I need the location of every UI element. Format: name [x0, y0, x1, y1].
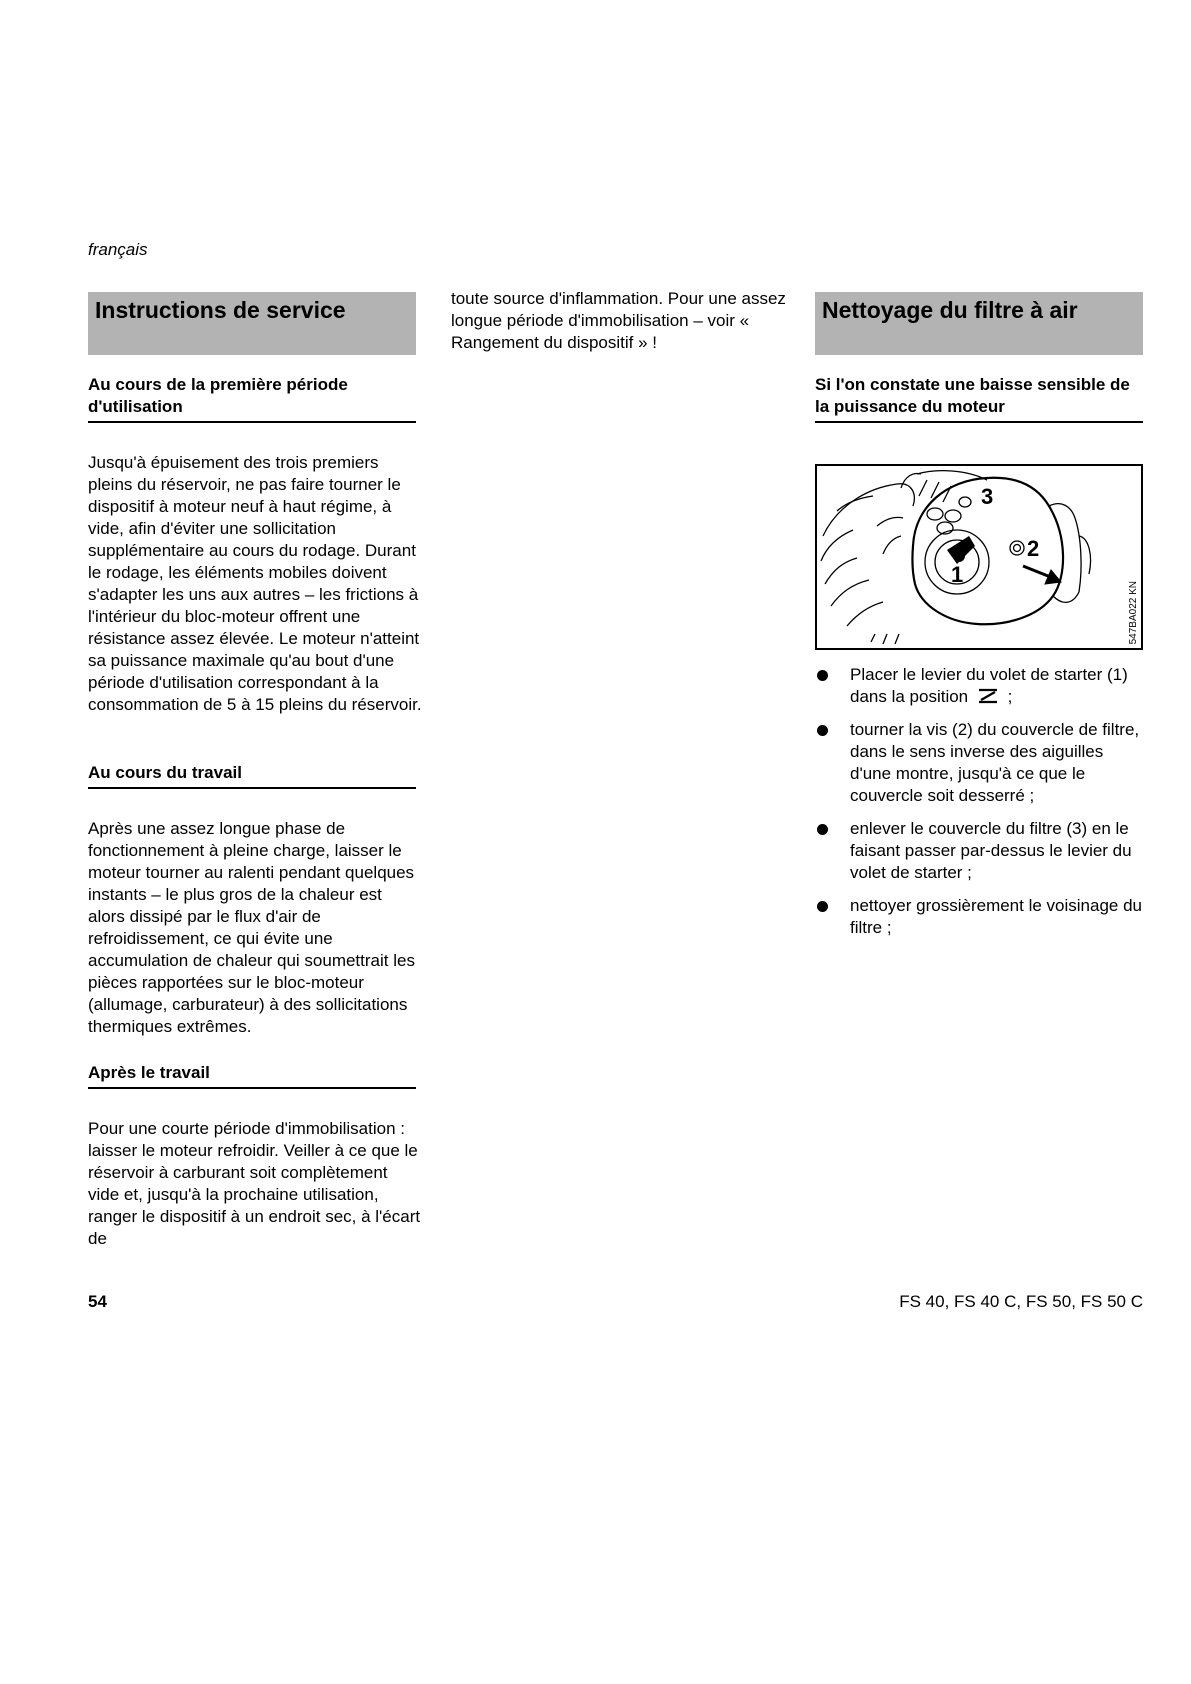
bullet-icon [817, 901, 828, 912]
list-item-suffix: ; [1007, 687, 1013, 706]
section-title-air-filter-cleaning: Nettoyage du filtre à air [815, 292, 1143, 355]
instruction-list [815, 664, 1145, 950]
figure-code: 547BA022 KN [1128, 580, 1139, 644]
paragraph-continuation: toute source d'inflammation. Pour une assez longue période d'immobilisation – voir « Rangement du dispositif » ! [451, 289, 786, 352]
label-2: 2 [1027, 536, 1040, 561]
list-item-text: tourner la vis (2) du couvercle de filtre, dans le sens inverse des aiguilles d'une montre, jusqu'à ce que le couvercle soit desserré ; [850, 720, 1140, 805]
air-filter-drawing [817, 466, 1141, 648]
bullet-icon [817, 670, 828, 681]
list-item-text: enlever le couvercle du filtre (3) en le faisant passer par-dessus le levier du volet de starter ; [850, 819, 1132, 882]
list-item-text: Placer le levier du volet de starter (1) dans la position [850, 665, 1128, 706]
page-number: 54 [88, 1292, 107, 1311]
list-item [815, 719, 1145, 807]
subheading-first-use: Au cours de la première période d'utilisation [88, 374, 416, 423]
list-item [815, 895, 1145, 939]
air-filter-illustration [815, 464, 1143, 650]
paragraph-first-use: Jusqu'à épuisement des trois premiers pleins du réservoir, ne pas faire tourner le dispositif à moteur neuf à haut régime, à vide, afin d'éviter une sollicitation supplémentaire au cours du rodage. Durant le rodage, les éléments mobiles doivent s'adapter les uns aux autres – les frictions à l'intérieur du bloc-moteur offrent une résistance assez élevée. Le moteur n'atteint sa puissance maximale qu'au bout d'une période d'utilisation correspondant à la consommation de 5 à 15 pleins du réservoir. [88, 453, 422, 714]
list-item-text: nettoyer grossièrement le voisinage du filtre ; [850, 896, 1142, 937]
choke-closed-icon [977, 688, 999, 704]
list-item [815, 818, 1145, 884]
model-list: FS 40, FS 40 C, FS 50, FS 50 C [899, 1292, 1143, 1311]
subheading-power-loss: Si l'on constate une baisse sensible de la puissance du moteur [815, 374, 1143, 423]
bullet-icon [817, 824, 828, 835]
language-label: français [88, 240, 148, 259]
subheading-after-work: Après le travail [88, 1062, 416, 1089]
bullet-icon [817, 725, 828, 736]
label-1: 1 [951, 562, 964, 587]
list-item [815, 664, 1145, 708]
paragraph-after-work: Pour une courte période d'immobilisation : laisser le moteur refroidir. Veiller à ce que le réservoir à carburant soit complètement vide et, jusqu'à la prochaine utilisation, ranger le dispositif à un endroit sec, à l'écart de [88, 1119, 421, 1248]
section-title-operating-instructions: Instructions de service [88, 292, 416, 355]
paragraph-during-work: Après une assez longue phase de fonctionnement à pleine charge, laisser le moteur tourner au ralenti pendant quelques instants – le plus gros de la chaleur est alors dissipé par le flux d'air de refroidissement, ce qui évite une accumulation de chaleur qui soumettrait les pièces rapportées sur le bloc-moteur (allumage, carburateur) à des sollicitations thermiques extrêmes. [88, 819, 415, 1036]
subheading-during-work: Au cours du travail [88, 762, 416, 789]
label-3: 3 [981, 484, 994, 509]
